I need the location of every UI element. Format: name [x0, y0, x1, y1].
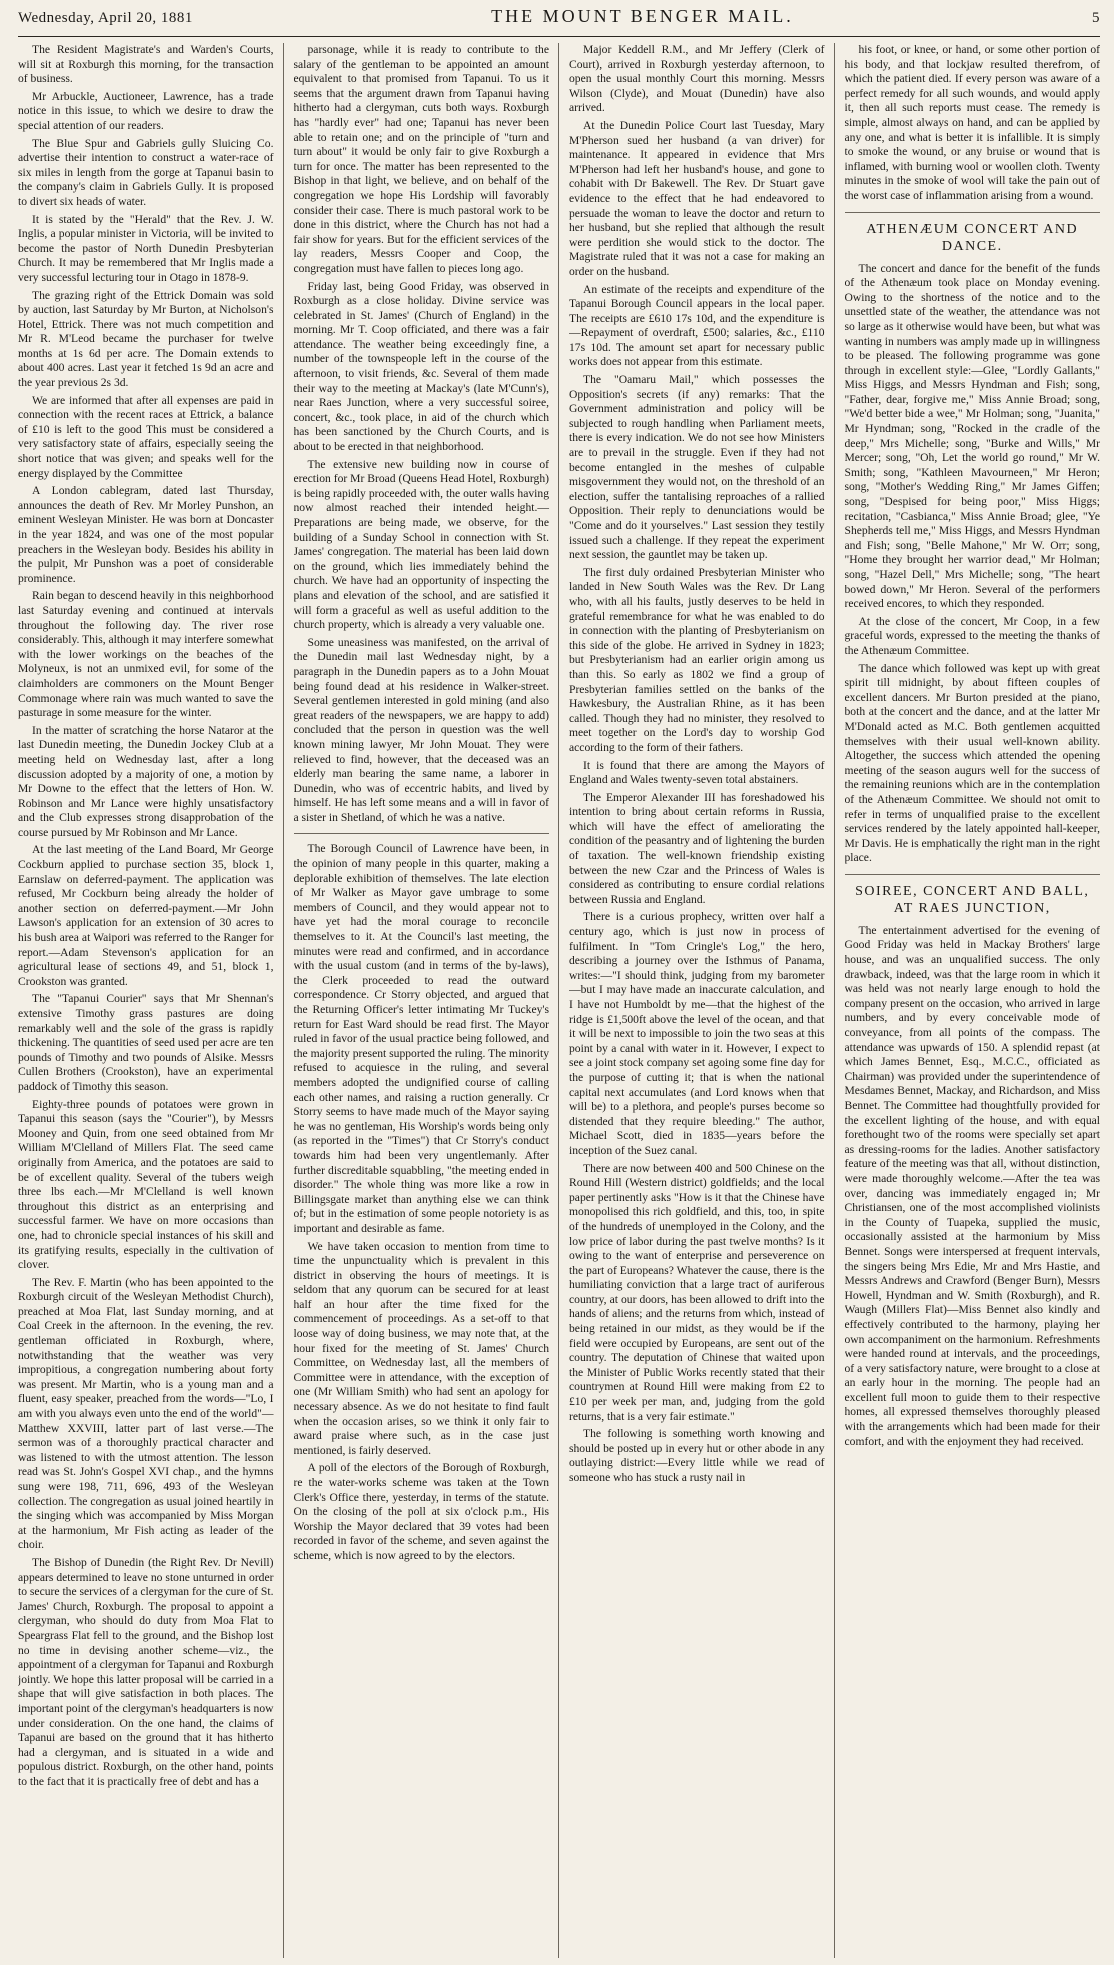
paragraph-group — [294, 842, 550, 1563]
paragraph-group — [845, 262, 1101, 866]
article-paragraph: Major Keddell R.M., and Mr Jeffery (Clerk of Court), arrived in Roxburgh yesterday afternoon, to open the usual monthly Court this morning. Messrs Wilson (Clyde), and Mouat (Dunedin) have also arrived. — [569, 43, 825, 115]
article-paragraph: A poll of the electors of the Borough of Roxburgh, re the water-works scheme was taken at the Town Clerk's Office there, yesterday, in terms of the statute. On the closing of the poll at six o'clock p.m., His Worship the Mayor declared that 39 votes had been recorded in favor of the scheme, and seven against the scheme, which is now agreed to by the electors. — [293, 1461, 549, 1562]
article-paragraph: The following is something worth knowing and should be posted up in every hut or other abode in any outlaying district:—Every little while we read of someone who has stuck a rusty nail in — [569, 1427, 825, 1484]
page-number: 5 — [1091, 10, 1100, 26]
article-paragraph: The concert and dance for the benefit of the funds of the Athenæum took place on Monday evening. Owing to the shortness of the notice and to the unsettled state of the weather, the attendance was not so large as it otherwise would have been, but what was wanting in numbers was amply made up in willingness to be pleased. The following programme was gone through in excellent style:—Glee, "Lordly Gallants," Miss Higgs, and Messrs Hyndman and Fish; song, "Father, dear, forgive me," Miss Annie Broad; song, "We'd better bide a wee," Mr Holman; song, "Juanita," Mr Hyndman; song, "Rocked in the cradle of the deep," Mrs Michelle; song, "Burke and Wills," Mr Mercer; song, "Oh, Let the world go round," Mr W. Smith; song, "Kathleen Mavourneen," Mr Heron; song, "Mother's Wedding Ring," Mr James Giffen; song, "Despised for being poor," Miss Higgs; recitation, "Casbianca," Miss Annie Broad; glee, "Ye Shepherds tell me," Miss Higgs, and Messrs Hyndman and Fish; song, "Belle Mahone," Mr W. Orr; song, "Home they brought her warrior dead," Mr Holman; song, "Hazel Dell," Mrs Michelle; song, "The heart bowed down," Mr Heron. Several of the performers received encores, to which they responded. — [844, 261, 1100, 611]
article-paragraph: The Rev. F. Martin (who has been appointed to the Roxburgh circuit of the Wesleyan Methodist Church), preached at Moa Flat, last Sunday morning, and at Coal Creek in the afternoon. In the evening, the rev. gentleman officiated in Roxburgh, where, notwithstanding that the weather was very impropitious, a congregation numbering about forty was present. Mr Martin, who is a young man and a fluent, easy speaker, preached from the words—"Lo, I am with you always even unto the end of the world"—Matthew XXVIII, latter part of last verse.—The sermon was of a thoroughly practical character and was listened to with the utmost attention. The lesson read was St. John's Gospel XVI chap., and the hymns sung were 198, 711, 696, 493 of the Wesleyan collection. The congregation as usual joined heartily in the singing which was accompanied by Miss Morgan at the harmonium, Mr Fish acting as leader of the choir. — [18, 1275, 274, 1552]
column-4 — [845, 43, 1101, 1958]
article-paragraph: The "Tapanui Courier" says that Mr Shennan's extensive Timothy grass pastures are doing remarkably well and the sole of the grass is rapidly thickening. The quantities of seed used per acre are ten pounds of Timothy and two pounds of Alsike. Messrs Cullen Brothers (Crookston), have an experimental paddock of Timothy this season. — [18, 992, 274, 1093]
column-2 — [294, 43, 560, 1958]
article-paragraph: Eighty-three pounds of potatoes were grown in Tapanui this season (says the "Courier"), by Messrs Mooney and Quin, from one seed obtained from Mr William M'Clelland of Millers Flat. The seed came originally from America, and the potatoes are said to be of excellent quality. Several of the tubers weigh three lbs each.—Mr M'Clelland is well known throughout this district as an enterprising and successful farmer. We have on more occasions than one, had to chronicle special instances of his skill and its gratifying results, especially in the cultivation of clover. — [18, 1097, 274, 1272]
article-paragraph: his foot, or knee, or hand, or some other portion of his body, and that lockjaw resulted therefrom, of which the patient died. If every person was aware of a perfect remedy for all such wounds, and would apply it, then all such reports must cease. The remedy is simple, almost always on hand, and can be applied by any one, and what is better it is infallible. It is simply to smoke the wound, or any bruise or wound that is inflamed, with burning wool or woollen cloth. Twenty minutes in the smoke of wool will take the pain out of the worst case of inflammation arising from a wound. — [844, 43, 1100, 202]
article-paragraph: It is found that there are among the Mayors of England and Wales twenty-seven total abstainers. — [569, 758, 825, 787]
columns — [18, 43, 1100, 1958]
article-paragraph: At the last meeting of the Land Board, Mr George Cockburn applied to purchase section 35, block 1, Earnslaw on deferred-payment. The application was refused, Mr Cockburn being already the holder of another section on deferred-payment.—Mr John Lawson's application for an extension of 30 acres to his bush area at Waipori was referred to the Ranger for report.—Adam Stevenson's application for an agricultural lease of sections 49, and 51, block 1, Crookston was granted. — [18, 843, 274, 988]
paragraph-group — [845, 924, 1101, 1449]
paragraph-group — [294, 43, 550, 825]
article-paragraph: The Borough Council of Lawrence have been, in the opinion of many people in this quarter, making a deplorable exhibition of themselves. The late election of Mr Walker as Mayor gave umbrage to some members of Council, and they would appear not to have yet had the moral courage to reconcile themselves to it. At the Council's last meeting, the minutes were read and confirmed, and in accordance with the usual custom (and in terms of the by-laws), the Clerk proceeded to read the outward correspondence. Cr Storry objected, and argued that the Returning Officer's letter intimating Mr Tuckey's return for East Ward should be read first. The Mayor ruled in favor of the usual practice being followed, and the majority present supported the ruling. The minority refused to acquiesce in the ruling, and several members adopted the undignified course of calling each other names, and raising a ruction generally. Cr Storry seems to have made much of the Mayor saying he was no gentleman, His Worship's words being only (as reported in the "Times") that Cr Storry's conduct towards him had been very ungentlemanly. After further discreditable squabbling, "the meeting ended in disorder." The whole thing was more like a row in Billingsgate market than anything else we can think of; but in the estimation of some people notoriety is as important and desirable as fame. — [293, 842, 549, 1235]
column-1 — [18, 43, 284, 1958]
section-heading-soiree: SOIREE, CONCERT AND BALL, AT RAES JUNCTION, — [845, 874, 1101, 917]
paragraph-group — [18, 43, 274, 1789]
article-paragraph: parsonage, while it is ready to contribute to the salary of the gentleman to be appointed an amount equivalent to that promised from Tapanui. To us it seems that the argument drawn from Tapanui having hitherto had a clergyman, cuts both ways. Roxburgh has "hardly ever" had one; Tapanui has never been able to retain one; and on the principle of "turn and turn about" it would be only fair to give Roxburgh a turn for once. The matter has been represented to the Bishop in that light, we believe, and on behalf of the congregation we hope His Lordship will favorably consider their case. There is much pastoral work to be done in this district, where the Church has not had a fair show for years. But for the efficient services of the lay readers, Messrs Cooper and Coop, the congregation must have fallen to pieces long ago. — [293, 43, 549, 275]
article-paragraph: There is a curious prophecy, written over half a century ago, which is just now in process of fulfilment. In "Tom Cringle's Log," the hero, describing a journey over the Isthmus of Panama, writes:—"I should think, judging from my barometer—but I may have made an inaccurate calculation, and I have not Humboldt by me—that the highest of the ridge is £1,500ft above the level of the ocean, and that it will be next to impossible to join the two seas at this point by a canal with water in it. However, I expect to see a joint stock company set agoing some fine day for the purpose of cutting it; that is when the national capital next accumulates (and Lord knows when that will be) to a plethora, and people's purses become so distended that they require bleeding." The author, Michael Scott, died in 1835—years before the inception of the Suez canal. — [569, 910, 825, 1157]
issue-date: Wednesday, April 20, 1881 — [18, 10, 193, 26]
article-paragraph: It is stated by the "Herald" that the Rev. J. W. Inglis, a popular minister in Victoria, will be invited to become the pastor of North Dunedin Presbyterian Church. It may be remembered that Mr Inglis made a very successful lecturing tour in Otago in 1878-9. — [18, 212, 274, 284]
article-paragraph: At the close of the concert, Mr Coop, in a few graceful words, expressed to the meeting the thanks of the Athenæum Committee. — [844, 614, 1100, 657]
article-paragraph: The Bishop of Dunedin (the Right Rev. Dr Nevill) appears determined to leave no stone unturned in order to secure the services of a clergyman for the cure of St. James' Church, Roxburgh. The proposal to appoint a clergyman, who should do duty from Moa Flat to Speargrass Flat fell to the ground, and the Bishop lost no time in devising another scheme—viz., the appointment of a clergyman for Tapanui and Roxburgh jointly. We hope this latter proposal will be carried in a shape that will give satisfaction in both places. The important point of the clergyman's headquarters is now under consideration. On the one hand, the claims of Tapanui are based on the ground that it has hitherto had a clergyman, and is situated in a wide and populous district. Roxburgh, on the other hand, points to the fact that it is practically free of debt and has a — [18, 1555, 274, 1788]
article-paragraph: An estimate of the receipts and expenditure of the Tapanui Borough Council appears in the local paper. The receipts are £610 17s 10d, and the expenditure is—Repayment of overdraft, £500; salaries, &c., £110 17s 10d. The amount set apart for necessary public works does not appear from this estimate. — [569, 282, 825, 369]
article-paragraph: The first duly ordained Presbyterian Minister who landed in New South Wales was the Rev. Dr Lang who, with all his faults, justly deserves to be held in grateful remembrance for what he was enabled to do in connection with the planting of Presbyterianism on this side of the globe. He arrived in Sydney in 1823; but Presbyterianism had an earlier origin among us than this. So early as 1802 we find a group of Presbyterian families settled on the banks of the Hawkesbury, the Australian Rhine, as it has been called. Though they had no minister, they resolved to meet together on the Lord's day to worship God according to the form of their fathers. — [569, 565, 825, 754]
article-paragraph: There are now between 400 and 500 Chinese on the Round Hill (Western district) goldfields; and the local paper pertinently asks "How is it that the Chinese have monopolised this rich goldfield, and this, too, in spite of the hundreds of unemployed in the Colony, and the low price of labor during the past twelve months? Is it owing to the want of enterprise and perseverence on the part of Europeans? Whatever the cause, there is the humiliating conviction that a large tract of auriferous country, at our doors, has been allowed to drift into the hands of aliens; and the returns from which, instead of being retained in our midst, as they would be if the field were occupied by Europeans, are sent out of the country. The deputation of Chinese that waited upon the Minister of Public Works recently stated that their countrymen at Round Hill were making from £2 to £10 per week per man, and, judging from the gold returns, that is a very fair estimate." — [569, 1161, 825, 1423]
article-paragraph: Friday last, being Good Friday, was observed in Roxburgh as a close holiday. Divine service was celebrated in St. James' (Church of England) in the morning. Mr T. Coop officiated, and there was a fair attendance. The weather being exceedingly fine, a number of the townspeople left in the course of the afternoon, to visit friends, &c. Several of them made their way to the meeting at Mackay's (late M'Cunn's), near Raes Junction, where a very successful soiree, concert, &c., took place, in aid of the church which has been sanctioned by the Church Courts, and is about to be erected in that neighborhood. — [293, 279, 549, 454]
article-paragraph: We are informed that after all expenses are paid in connection with the recent races at Ettrick, a balance of £10 is left to the good This must be considered a very satisfactory state of affairs, especially seeing the short notice that was given; and speaks well for the energy displayed by the Committee — [18, 393, 274, 480]
article-paragraph: The Blue Spur and Gabriels gully Sluicing Co. advertise their intention to construct a water-race of six miles in length from the gorge at Tapanui basin to the company's claim in Gabriels Gully. It is proposed to divert six heads of water. — [18, 136, 274, 208]
article-paragraph: The "Oamaru Mail," which possesses the Opposition's secrets (if any) remarks: That the Government administration and policy will be subjected to rough handling when Parliament meets, there is every indication. We do not see how Ministers are to prevail in the struggle. Even if they had not become entangled in the meshes of culpable misgovernment they would not, on the threshold of an election, suffer the tantalising reproaches of a rallied Opposition. Their reply to denunciations would be "Come and do it yourselves." Last session they testily issued such a challenge. If they repeat the experiment next session, the gauntlet may be taken up. — [569, 373, 825, 562]
paragraph-group — [845, 43, 1101, 204]
column-3 — [569, 43, 835, 1958]
column-separator — [294, 833, 550, 834]
page-header — [18, 6, 1100, 36]
article-paragraph: The Resident Magistrate's and Warden's Courts, will sit at Roxburgh this morning, for the transaction of business. — [18, 43, 274, 86]
article-paragraph: Some uneasiness was manifested, on the arrival of the Dunedin mail last Wednesday night, by a paragraph in the Dunedin papers as to a John Mouat being found dead at his residence in Walker-street. Several gentlemen interested in gold mining (and also great readers of the newspapers, we are happy to add) concluded that the person in question was the well known mining lawyer, Mr John Mouat. They were relieved to find, however, that the deceased was an elderly man bearing the same name, a laborer in Dunedin, who was of eccentric habits, and lived by himself. He has left some means and a will in favor of a sister in Shetland, of which he was a native. — [293, 635, 549, 824]
article-paragraph: The dance which followed was kept up with great spirit till midnight, by about fifteen couples of excellent dancers. Mr Burton presided at the piano, both at the concert and the dance, and at the latter Mr M'Donald acted as M.C. Both gentlemen acquitted themselves with their usual well-known ability. Altogether, the success which attended the opening meeting of the season augurs well for the success of the remaining reunions which are in the contemplation of the Athenæum Committee. We should not omit to refer in terms of unqualified praise to the excellent services rendered by the lately appointed hall-keeper, Mr Davis. He is emphatically the right man in the right place. — [844, 661, 1100, 865]
article-paragraph: We have taken occasion to mention from time to time the unpunctuality which is prevalent in this district in observing the hours of meetings. It is seldom that any quorum can be secured for at least half an hour after the time fixed for the commencement of proceedings. As a set-off to that loose way of doing business, we may note that, at the hour fixed for the meeting of St. James' Church Committee, on Wednesday last, all the members of Committee were in attendance, with the exception of one (Mr William Smith) who had sent an apology for necessary absence. As we do not hesitate to find fault when the occasion arises, so we think it only fair to award praise where such, as in the case just mentioned, is fairly deserved. — [293, 1239, 549, 1457]
paragraph-group — [569, 43, 825, 1486]
article-paragraph: In the matter of scratching the horse Nataror at the last Dunedin meeting, the Dunedin Jockey Club at a meeting held on Wednesday last, after a long discussion adopted by a majority of one, a motion by Mr Downe to the effect that the letters of Hon. W. Robinson and Mr Lance were highly unsatisfactory and the Club expresses strong disapprobation of the course pursued by Mr Robinson and Mr Lance. — [18, 723, 274, 839]
article-paragraph: The extensive new building now in course of erection for Mr Broad (Queens Head Hotel, Roxburgh) is being rapidly proceeded with, the outer walls having now almost reached their intended height.—Preparations are being made, we observe, for the building of a Sunday School in connection with St. James' congregation. The material has been laid down on the ground, which lies immediately behind the church. We have had an opportunity of inspecting the plans and elevation of the school, and are satisfied it will form a graceful as well as useful addition to the church property, which is already a very valuable one. — [293, 457, 549, 632]
article-paragraph: At the Dunedin Police Court last Tuesday, Mary M'Pherson sued her husband (a van driver) for maintenance. It appeared in evidence that Mrs M'Pherson had left her husband's house, and gone to cohabit with Dr Bakewell. The Rev. Dr Stuart gave evidence to the effect that he had endeavored to persuade the woman to leave the doctor and return to her husband, but she replied that although the result were perdition she would stick to the doctor. The Magistrate ruled that it was not a case for making an order on the husband. — [569, 118, 825, 278]
section-heading-athenaeum: ATHENÆUM CONCERT AND DANCE. — [845, 212, 1101, 255]
article-paragraph: The entertainment advertised for the evening of Good Friday was held in Mackay Brothers' large house, and was an unqualified success. The only drawback, indeed, was that the large room in which it was held was not nearly large enough to hold the company present on the occasion, who arrived in large numbers, and by every conceivable mode of conveyance, from all points of the compass. The attendance was upwards of 150. A splendid repast (at which James Bennet, Esq., M.C.C., officiated as Chairman) was provided under the superintendence of Mesdames Bennet, Mackay, and Richardson, and Miss Bennet. The Committee had thoughtfully provided for the excellent lighting of the house, and with equal forethought two of the rooms were specially set apart as dressing-rooms for the ladies. Another satisfactory feature of the meeting was that all, without distinction, were made thoroughly welcome.—After the tea was over, dancing was immediately engaged in; Mr Christiansen, one of the most accomplished violinists in the County of Tuapeka, supplied the music, occasionally assisted at the harmonium by Miss Bennet. Songs were interspersed at frequent intervals, the singers being Mrs Edie, Mr and Mrs Hastie, and Messrs Andrews and Crawford (Benger Burn), Messrs Howell, Hyndman and W. Smith (Roxburgh), and R. Waugh (Millers Flat)—Miss Bennet also kindly and effectively contributed to the harmony, playing her own accompaniment on the harmonium. Refreshments were handed round at intervals, and the proceedings, of a very satisfactory nature, were brought to a close at an early hour in the morning. The people had an excellent full moon to guide them to their respective homes, all expressed themselves thoroughly pleased with the arrangements which had been made for their comfort, and with the enjoyment they had received. — [844, 923, 1100, 1448]
article-paragraph: The Emperor Alexander III has foreshadowed his intention to bring about certain reforms in Russia, which will have the effect of ameliorating the condition of the peasantry and of lightening the burden of taxation. The well-known friendship existing between the new Czar and the Princess of Wales is considered as contributing to ensure cordial relations between Russia and England. — [569, 790, 825, 906]
article-paragraph: A London cablegram, dated last Thursday, announces the death of Rev. Mr Morley Punshon, an eminent Wesleyan Minister. He was born at Doncaster in the year 1824, and was one of the most popular preachers in the Wesleyan body. Besides his ability in the pulpit, Mr Punshon was a poet of considerable prominence. — [18, 484, 274, 585]
article-paragraph: The grazing right of the Ettrick Domain was sold by auction, last Saturday by Mr Burton, at Nicholson's Hotel, Ettrick. There was not much competition and Mr R. M'Leod became the purchaser for twelve months at 1s 6d per acre. The Domain extends to about 400 acres. Last year it fetched 1s 9d an acre and the year previous 2s 3d. — [18, 288, 274, 390]
masthead-title: THE MOUNT BENGER MAIL. — [491, 6, 794, 26]
article-paragraph: Rain began to descend heavily in this neighborhood last Saturday evening and continued at intervals throughout the following day. The river rose considerably. This, although it may interfere somewhat with the lower workings on the beaches of the Molyneux, is not an unmixed evil, for some of the claimholders are commoners on the Mount Benger Commonage where rain was much wanted to save the pasturage in some measure for the winter. — [18, 589, 274, 720]
article-paragraph: Mr Arbuckle, Auctioneer, Lawrence, has a trade notice in this issue, to which we desire to draw the special attention of our readers. — [18, 89, 274, 132]
header-rule — [18, 36, 1100, 37]
